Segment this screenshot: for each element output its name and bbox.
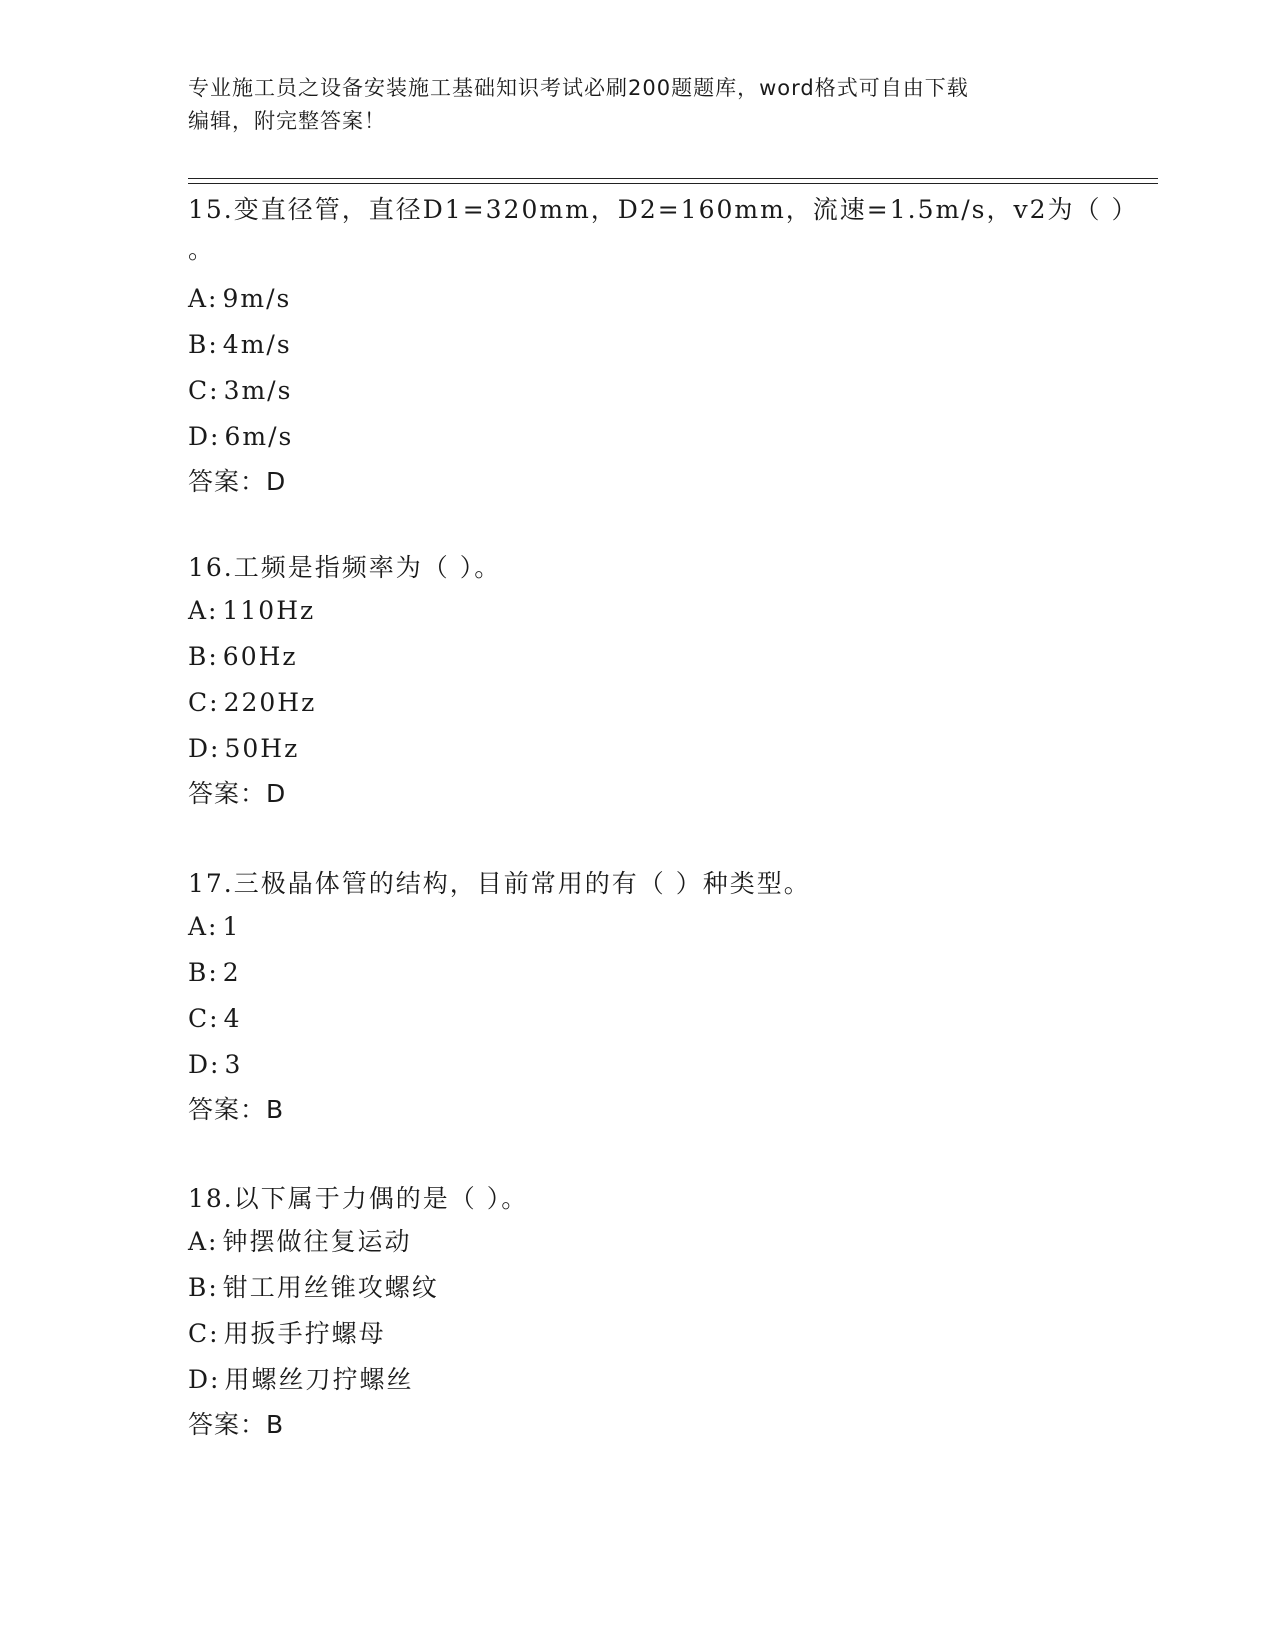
option-a xyxy=(188,1219,1128,1265)
answer-line: 答案：D xyxy=(188,467,287,496)
option-c xyxy=(188,1311,1128,1357)
option-letter: A: xyxy=(188,596,219,625)
option-text: 1 xyxy=(222,912,241,941)
option-d xyxy=(188,1042,1128,1088)
option-letter: B: xyxy=(188,1273,219,1302)
option-letter: A: xyxy=(188,1227,219,1256)
option-b xyxy=(188,634,1128,680)
option-letter: D: xyxy=(188,734,221,763)
option-letter: B: xyxy=(188,330,219,359)
question-16 xyxy=(188,548,1128,816)
option-letter: D: xyxy=(188,1365,221,1394)
option-text: 110Hz xyxy=(222,596,316,625)
question-stem: 18.以下属于力偶的是（ ）。 xyxy=(188,1184,529,1213)
option-d xyxy=(188,414,1128,460)
question-15 xyxy=(188,190,1139,504)
option-text: 50Hz xyxy=(224,734,300,763)
option-text: 4m/s xyxy=(222,330,292,359)
header-line-1: 专业施工员之设备安装施工基础知识考试必刷200题题库，word格式可自由下载 xyxy=(188,76,969,100)
question-stem: 16.工频是指频率为（ ）。 xyxy=(188,553,502,582)
option-text: 220Hz xyxy=(223,688,317,717)
question-stem: 15.变直径管，直径D1=320mm，D2=160mm，流速=1.5m/s，v2为（ ） xyxy=(188,195,1139,224)
option-b xyxy=(188,1265,1128,1311)
option-letter: C: xyxy=(188,688,220,717)
option-letter: C: xyxy=(188,376,220,405)
option-c xyxy=(188,996,1128,1042)
option-letter: D: xyxy=(188,1050,221,1079)
answer-line: 答案：B xyxy=(188,1410,285,1439)
header-line-2: 编辑，附完整答案！ xyxy=(188,109,386,133)
option-letter: B: xyxy=(188,642,219,671)
option-text: 3m/s xyxy=(223,376,293,405)
option-a xyxy=(188,588,1128,634)
header-divider-bottom xyxy=(188,183,1158,184)
option-text: 钳工用丝锥攻螺纹 xyxy=(222,1273,439,1302)
option-c xyxy=(188,680,1128,726)
option-text: 3 xyxy=(224,1050,243,1079)
option-text: 钟摆做往复运动 xyxy=(222,1227,412,1256)
option-text: 9m/s xyxy=(222,284,292,313)
document-header xyxy=(188,72,1088,138)
option-letter: A: xyxy=(188,912,219,941)
question-18 xyxy=(188,1179,1128,1447)
option-letter: C: xyxy=(188,1319,220,1348)
question-stem-tail: 。 xyxy=(188,235,214,264)
header-divider-top xyxy=(188,178,1158,179)
option-text: 60Hz xyxy=(222,642,298,671)
option-b xyxy=(188,322,1128,368)
option-text: 用扳手拧螺母 xyxy=(223,1319,386,1348)
option-text: 2 xyxy=(222,958,241,987)
option-a xyxy=(188,276,1128,322)
question-stem: 17.三极晶体管的结构，目前常用的有（ ）种类型。 xyxy=(188,869,811,898)
option-text: 6m/s xyxy=(224,422,294,451)
option-d xyxy=(188,1357,1128,1403)
option-letter: D: xyxy=(188,422,221,451)
question-17 xyxy=(188,864,1128,1132)
option-text: 用螺丝刀拧螺丝 xyxy=(224,1365,414,1394)
option-letter: C: xyxy=(188,1004,220,1033)
option-letter: B: xyxy=(188,958,219,987)
option-d xyxy=(188,726,1128,772)
option-text: 4 xyxy=(223,1004,242,1033)
option-b xyxy=(188,950,1128,996)
answer-line: 答案：D xyxy=(188,779,287,808)
answer-line: 答案：B xyxy=(188,1095,285,1124)
option-letter: A: xyxy=(188,284,219,313)
option-c xyxy=(188,368,1128,414)
option-a xyxy=(188,904,1128,950)
